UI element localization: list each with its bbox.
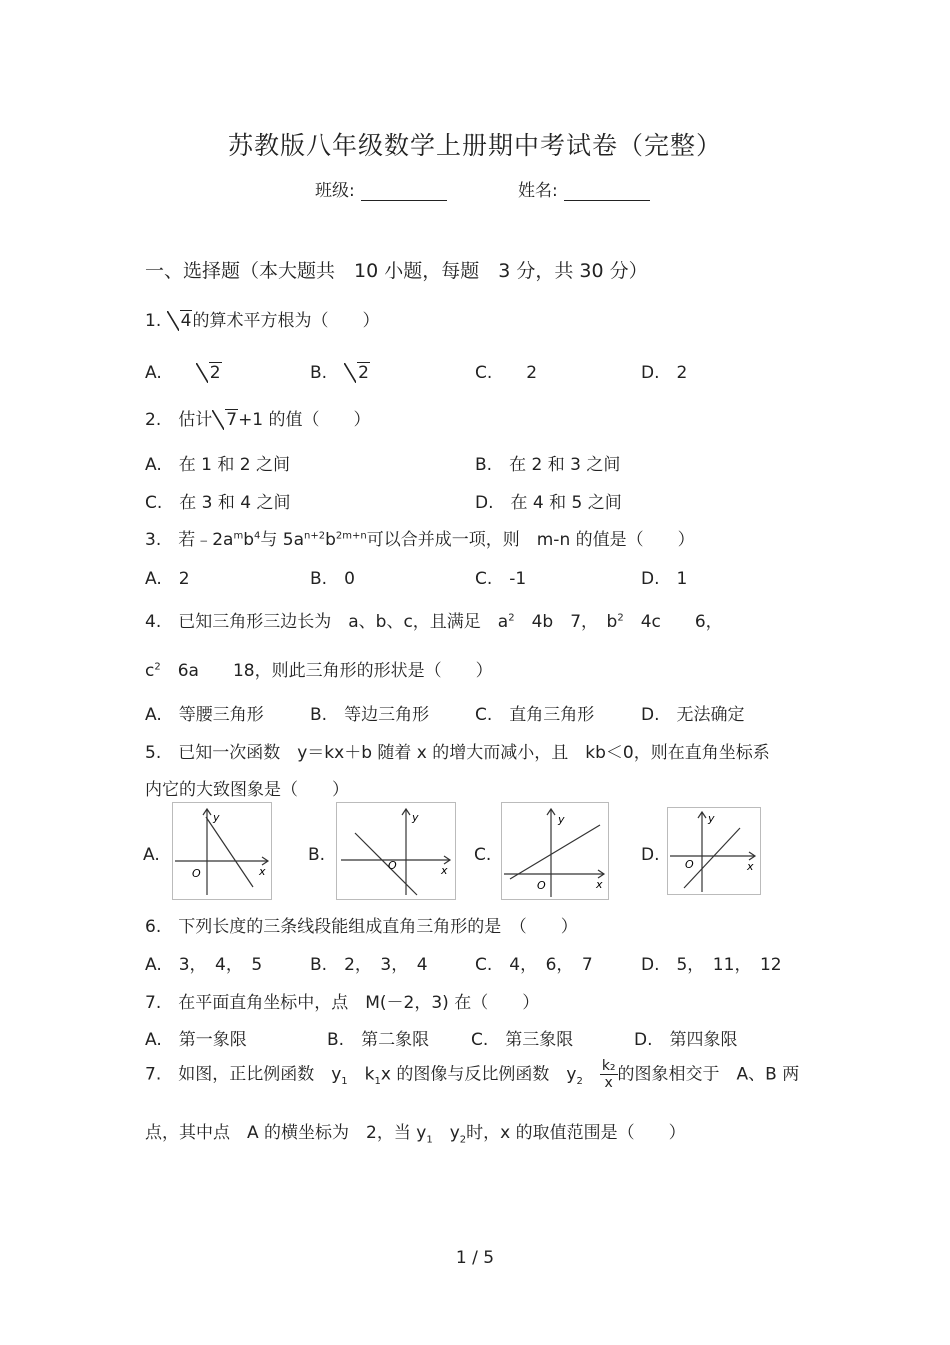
question-5: 5. 已知一次函数 y＝kx＋b 随着 x 的增大而减小，且 kb＜0，则在直角坐标系 — [145, 743, 770, 763]
class-blank[interactable] — [361, 182, 447, 201]
graph-b[interactable] — [336, 802, 456, 900]
option-a[interactable]: A. 2 — [145, 363, 221, 383]
svg-text:O: O — [537, 879, 546, 892]
svg-text:x: x — [747, 860, 754, 873]
option-c[interactable]: C. 直角三角形 — [475, 705, 595, 725]
question-8-line-2: 点，其中点 A 的横坐标为 2，当 $y_1$ $y_2$时，x 的取值范围是（ ） — [145, 1123, 686, 1146]
page-number: 1 / 5 — [455, 1248, 495, 1268]
svg-text:O: O — [192, 867, 201, 880]
option-d[interactable]: D. 第四象限 — [634, 1030, 738, 1050]
graph-c[interactable] — [501, 802, 609, 900]
option-c[interactable]: C. 4， 6， 7 — [475, 955, 593, 975]
option-c[interactable]: C. -1 — [475, 569, 527, 589]
section-heading: 一、选择题（本大题共 10 小题，每题 3 分，共 30 分） — [145, 260, 648, 282]
option-d[interactable]: D. 无法确定 — [641, 705, 745, 725]
option-a[interactable]: A. 2 — [145, 569, 190, 589]
question-7: 7. 在平面直角坐标中，点 M(－2，3) 在（ ） — [145, 993, 540, 1013]
question-number: 1. — [145, 311, 162, 331]
svg-text:y: y — [213, 811, 220, 824]
svg-text:y: y — [708, 812, 715, 825]
option-d[interactable]: D. 1 — [641, 569, 688, 589]
sqrt-expression: 4 — [167, 311, 193, 331]
option-d[interactable]: D. 2 — [641, 363, 688, 383]
question-8: 7. 如图，正比例函数 $y_1$ $k_1x$ 的图像与反比例函数 $y_2$ $\frac{\text{k₂}}{x}$ 的图象相交于 A、B 两 — [145, 1058, 800, 1091]
option-b[interactable]: B. 2 — [310, 363, 369, 383]
sqrt-expression: 7 — [212, 410, 238, 430]
question-4: 4. 已知三角形三边长为 a、b、c，且满足 $a^2$ 4b 7， $b^2$ 4c 6， — [145, 612, 723, 632]
option-a[interactable]: A. 等腰三角形 — [145, 705, 264, 725]
question-2: 2. 估计 7+1 的值（ ） — [145, 410, 371, 430]
class-label: 班级: — [315, 181, 355, 201]
graph-d[interactable] — [667, 807, 761, 895]
option-c[interactable]: C. 2 — [475, 363, 538, 383]
page-title: 苏教版八年级数学上册期中考试卷（完整） — [227, 131, 722, 160]
fraction-k2-over-x: $\frac{\text{k₂}}{x}$ — [601, 1058, 616, 1091]
svg-text:O: O — [685, 858, 694, 871]
question-5-line-2: 内它的大致图象是（ ） — [145, 780, 349, 800]
graph-a[interactable] — [172, 802, 272, 900]
question-4-line-2: $c^2$ 6a 18，则此三角形的形状是（ ） — [145, 661, 493, 681]
option-a[interactable]: A. — [143, 845, 160, 865]
svg-text:y: y — [558, 813, 565, 826]
option-b[interactable]: B. 等边三角形 — [310, 705, 430, 725]
option-b[interactable]: B. 第二象限 — [327, 1030, 430, 1050]
option-a[interactable]: A. 3， 4， 5 — [145, 955, 263, 975]
name-field — [518, 176, 650, 201]
question-1 — [145, 306, 379, 331]
option-d[interactable]: D. 在 4 和 5 之间 — [475, 493, 622, 513]
option-a[interactable]: A. 第一象限 — [145, 1030, 247, 1050]
option-b[interactable]: B. 2， 3， 4 — [310, 955, 428, 975]
svg-text:x: x — [441, 864, 448, 877]
option-d[interactable]: D. — [641, 845, 660, 865]
question-3: 3. 若$﹣2a^mb^4$与 $5a^{n+2}b^{2m+n}$可以合并成一项，则 m-n 的值是（ ） — [145, 530, 695, 550]
option-c[interactable]: C. 第三象限 — [471, 1030, 574, 1050]
svg-text:O: O — [388, 859, 397, 872]
option-b[interactable]: B. 在 2 和 3 之间 — [475, 455, 621, 475]
option-c[interactable]: C. — [474, 845, 492, 865]
option-d[interactable]: D. 5， 11， 12 — [641, 955, 782, 975]
svg-text:x: x — [259, 865, 266, 878]
name-label: 姓名: — [518, 181, 558, 201]
svg-text:y: y — [412, 811, 419, 824]
option-a[interactable]: A. 在 1 和 2 之间 — [145, 455, 290, 475]
option-b[interactable]: B. 0 — [310, 569, 355, 589]
name-blank[interactable] — [564, 182, 650, 201]
class-field — [315, 176, 447, 201]
option-b[interactable]: B. — [308, 845, 326, 865]
question-6: 6. 下列长度的三条线段能组成直角三角形的是 （ ） — [145, 917, 578, 937]
svg-text:x: x — [596, 878, 603, 891]
option-c[interactable]: C. 在 3 和 4 之间 — [145, 493, 291, 513]
question-stem: 的算术平方根为（ ） — [192, 311, 380, 331]
